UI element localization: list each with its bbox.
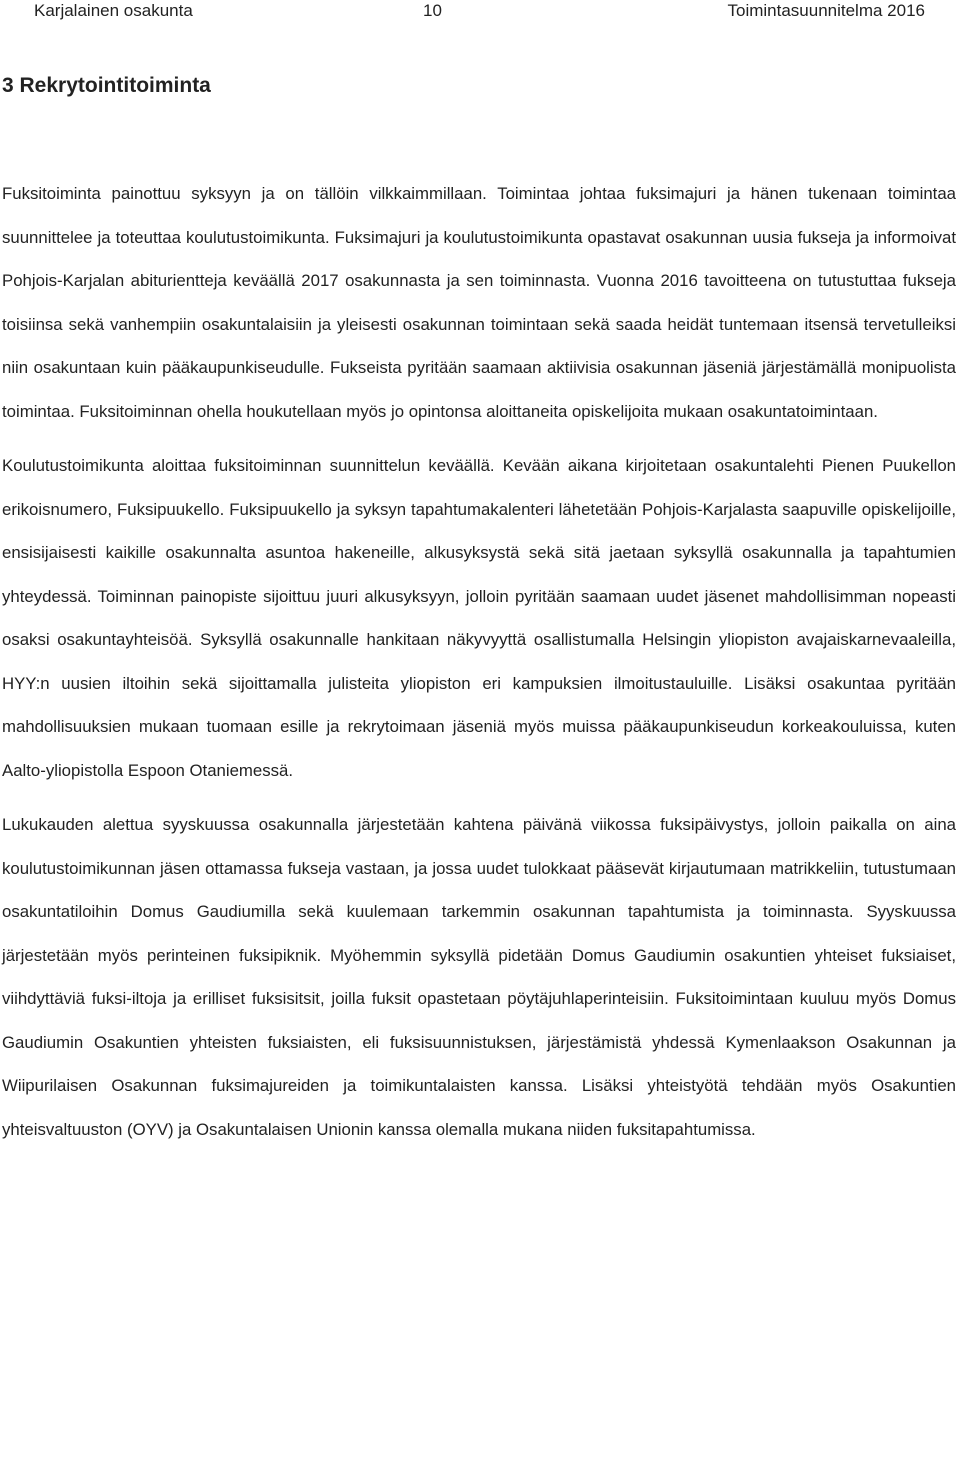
paragraph-fuksitoiminta: Fuksitoiminta painottuu syksyyn ja on tällöin vilkkaimmillaan. Toimintaa johtaa fuksimajuri ja hänen tukenaan toimintaa suunnittelee ja toteuttaa koulutustoimikunta. Fuksimajuri ja koulutustoimikunta opastavat osakunnan uusia fukseja ja informoivat Pohjois-Karjalan abiturientteja keväällä 2017 osakunnasta ja sen toiminnasta. Vuonna 2016 tavoitteena on tutustuttaa fukseja toisiinsa sekä vanhempiin osakuntalaisiin ja yleisesti osakunnan toimintaan sekä saada heidät tuntemaan itsensä tervetulleiksi niin osakuntaan kuin pääkaupunkiseudulle. Fukseista pyritään saamaan aktiivisia osakunnan jäseniä järjestämällä monipuolista toimintaa. Fuksitoiminnan ohella houkutellaan myös jo opintonsa aloittaneita opiskelijoita mukaan osakuntatoimintaan. [2,184,956,421]
header-organization: Karjalainen osakunta [34,1,193,20]
paragraph-lukukausi: Lukukauden alettua syyskuussa osakunnalla järjestetään kahtena päivänä viikossa fuksipäivystys, jolloin paikalla on aina koulutustoimikunnan jäsen ottamassa fukseja vastaan, ja jossa uudet tulokkaat pääsevät kirjautumaan matrikkeliin, tutustumaan osakuntatiloihin Domus Gaudiumilla sekä kuulemaan tarkemmin osakunnan tapahtumista ja toiminnasta. Syyskuussa järjestetään myös perinteinen fuksipiknik. Myöhemmin syksyllä pidetään Domus Gaudiumin osakuntien yhteiset fuksiaiset, viihdyttäviä fuksi-iltoja ja erilliset fuksisitsit, joilla fuksit opastetaan pöytäjuhlaperinteisiin. Fuksitoimintaan kuuluu myös Domus Gaudiumin Osakuntien yhteisten fuksiaisten, eli fuksisuunnistuksen, järjestämistä yhdessä Kymenlaakson Osakunnan ja Wiipurilaisen Osakunnan fuksimajureiden ja toimikuntalaisten kanssa. Lisäksi yhteistyötä tehdään myös Osakuntien yhteisvaltuuston (OYV) ja Osakuntalaisen Unionin kanssa olemalla mukana niiden fuksitapahtumissa. [2,815,956,1139]
section-heading: 3 Rekrytointitoiminta [2,74,211,97]
page-number: 10 [423,1,442,20]
paragraph-koulutustoimikunta: Koulutustoimikunta aloittaa fuksitoiminnan suunnittelun keväällä. Kevään aikana kirjoitetaan osakuntalehti Pienen Puukellon erikoisnumero, Fuksipuukello. Fuksipuukello ja syksyn tapahtumakalenteri lähetetään Pohjois-Karjalasta saapuville opiskelijoille, ensisijaisesti kaikille osakunnalta asuntoa hakeneille, alkusyksystä sekä sitä jaetaan syksyllä osakunnalla ja tapahtumien yhteydessä. Toiminnan painopiste sijoittuu juuri alkusyksyyn, jolloin pyritään saamaan uudet jäsenet mahdollisimman nopeasti osaksi osakuntayhteisöä. Syksyllä osakunnalle hankitaan näkyvyyttä osallistumalla Helsingin yliopiston avajaiskarnevaaleilla, HYY:n uusien iltoihin sekä sijoittamalla julisteita yliopiston eri kampuksien ilmoitustauluille. Lisäksi osakuntaa pyritään mahdollisuuksien mukaan tuomaan esille ja rekrytoimaan jäseniä myös muissa pääkaupunkiseudun korkeakouluissa, kuten Aalto-yliopistolla Espoon Otaniemessä. [2,456,956,780]
header-document-title: Toimintasuunnitelma 2016 [727,1,925,20]
page-header [0,0,960,26]
document-body [2,172,956,1162]
